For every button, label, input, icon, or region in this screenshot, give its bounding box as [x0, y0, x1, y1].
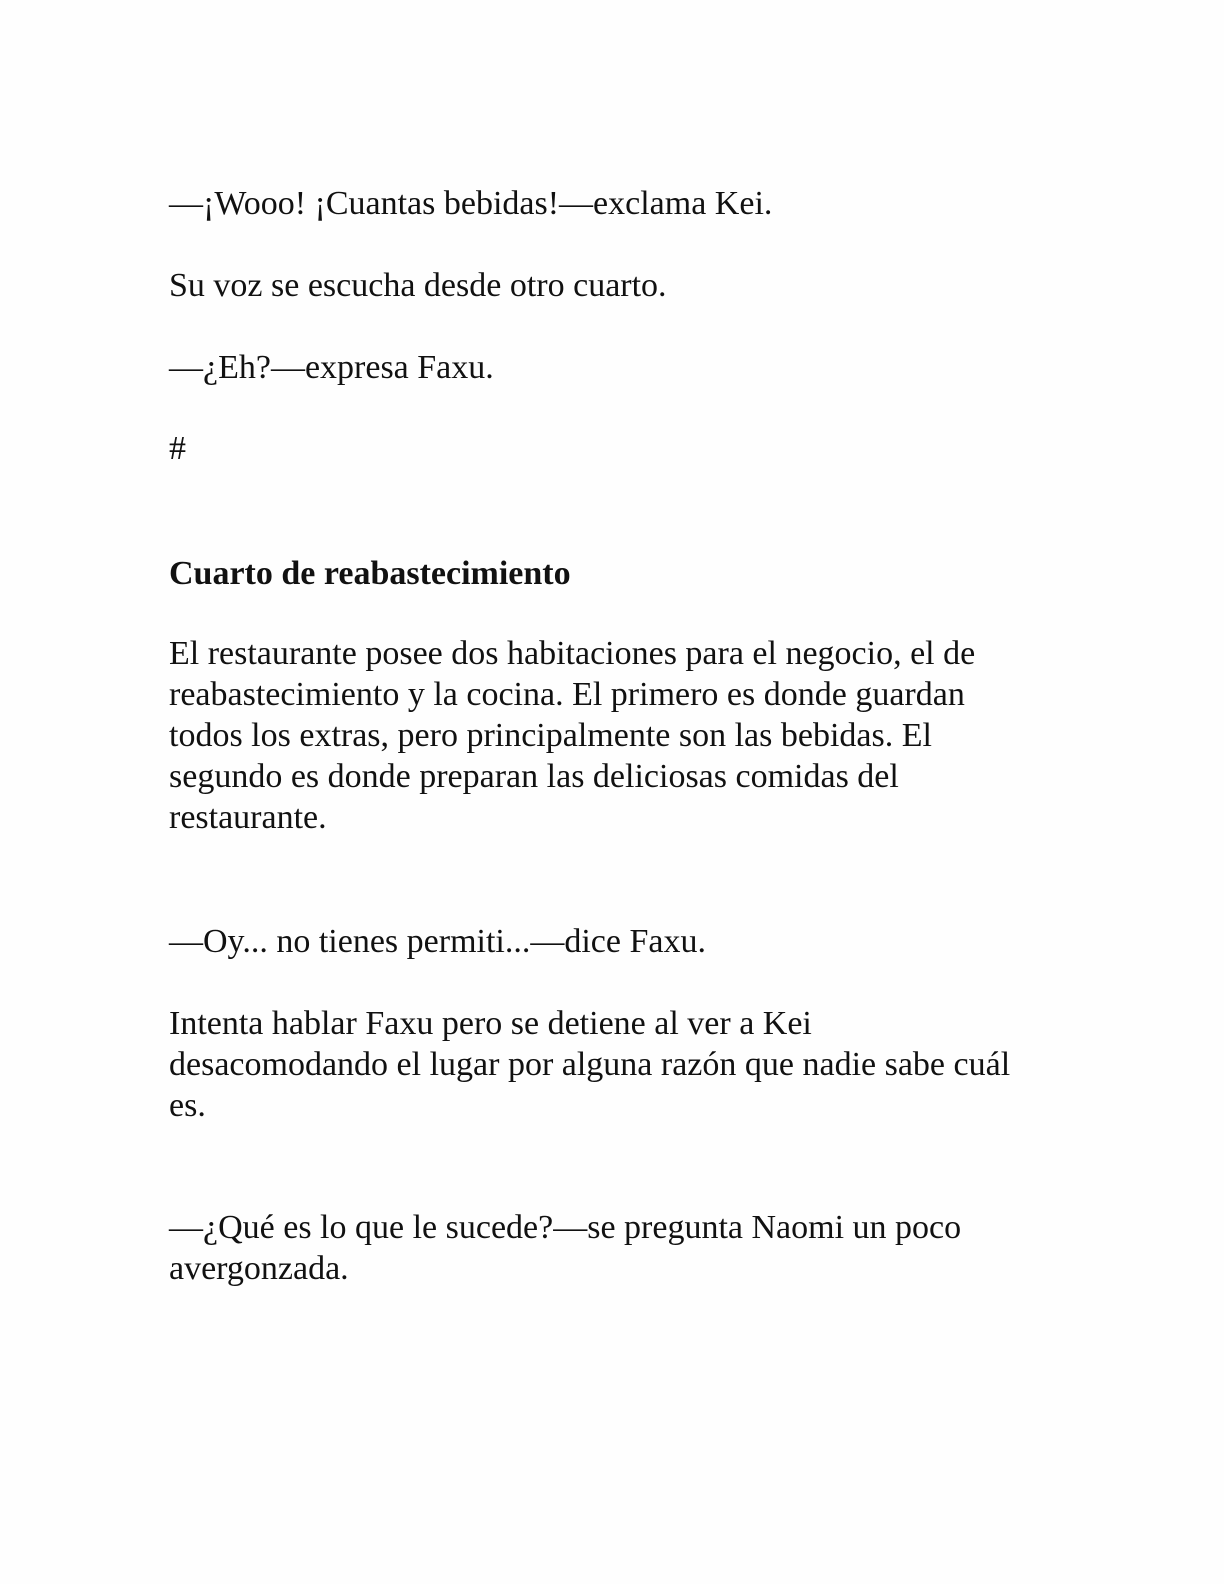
- paragraph-faxu-permission: —Oy... no tienes permiti...—dice Faxu.: [169, 923, 706, 960]
- scene-break-marker: #: [169, 430, 186, 467]
- paragraph-faxu-eh: —¿Eh?—expresa Faxu.: [169, 349, 494, 386]
- paragraph-faxu-stops: Intenta hablar Faxu pero se detiene al ver a Kei desacomodando el lugar por alguna razón que nadie sabe cuál es.: [169, 1005, 1011, 1124]
- paragraph-kei-exclaims: —¡Wooo! ¡Cuantas bebidas!—exclama Kei.: [169, 185, 773, 222]
- section-heading: Cuarto de reabastecimiento: [169, 555, 571, 592]
- paragraph-restaurant-description: El restaurante posee dos habitaciones para el negocio, el de reabastecimiento y la cocina. El primero es donde guardan todos los extras, pero principalmente son las bebidas. El segundo es donde preparan las deliciosas comidas del restaurante.: [169, 635, 976, 836]
- paragraph-voice-from-room: Su voz se escucha desde otro cuarto.: [169, 267, 667, 304]
- paragraph-naomi-asks: —¿Qué es lo que le sucede?—se pregunta Naomi un poco avergonzada.: [169, 1209, 962, 1287]
